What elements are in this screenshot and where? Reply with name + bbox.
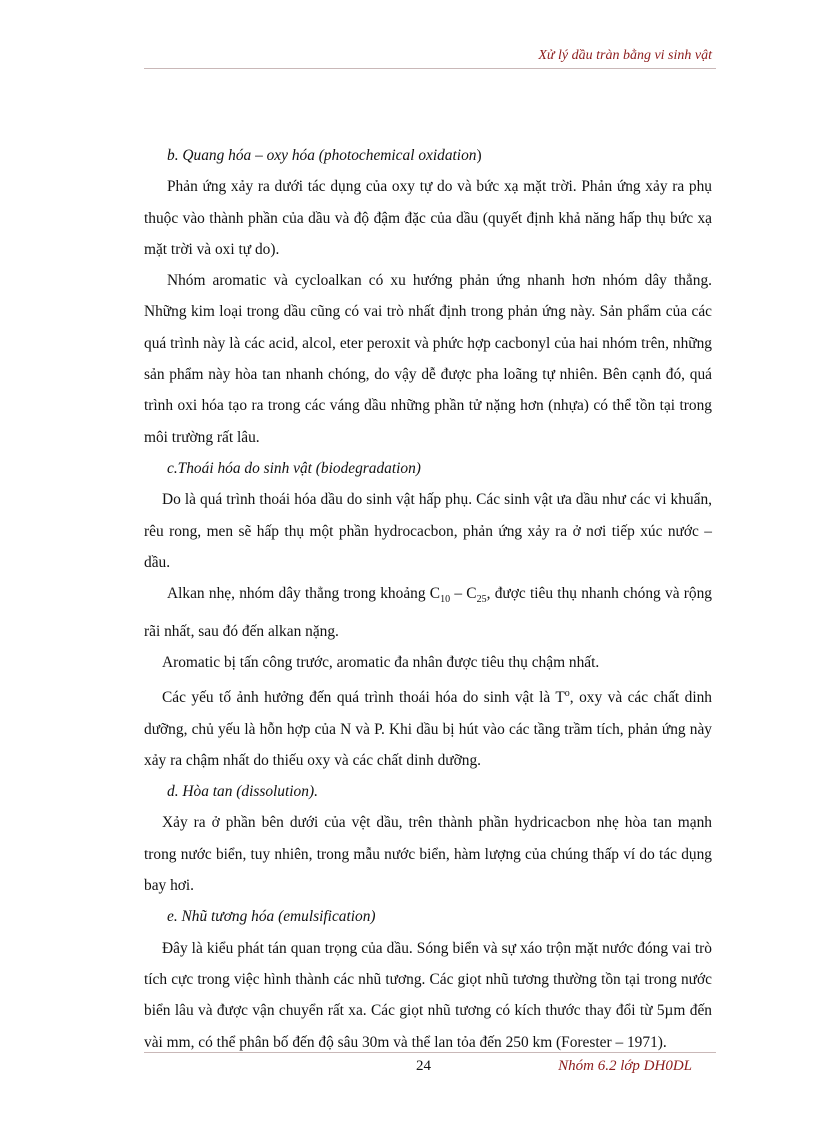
running-footer: Nhóm 6.2 lớp DH0DL [558,1058,692,1074]
section-e-heading: e. Nhũ tương hóa (emulsification) [167,908,376,926]
footer-divider [144,1052,716,1053]
section-c-paragraph-2: Alkan nhẹ, nhóm dây thẳng trong khoảng $C_{10} - C_{25}$, được tiêu thụ nhanh chóng và rộng rãi nhất, sau đó đến alkan nặng. [144,585,712,640]
section-c-paragraph-4: Các yếu tố ảnh hưởng đến quá trình thoái hóa do sinh vật là $T^o$, oxy và các chất dinh dưỡng, chủ yếu là hỗn hợp của N và P. Khi dầu bị hút vào các tầng trầm tích, phản ứng này xảy ra chậm nhất do thiếu oxy và các chất dinh dưỡng. [144,688,712,769]
section-c-heading: c.Thoái hóa do sinh vật (biodegradation) [167,459,421,477]
section-c-paragraph-1: Do là quá trình thoái hóa dầu do sinh vật hấp phụ. Các sinh vật ưa dầu như các vi khuẩn, rêu rong, men sẽ hấp thụ một phần hydrocacbon, phản ứng xảy ra ở nơi tiếp xúc nước – dầu. [144,491,712,571]
section-d-paragraph-1: Xảy ra ở phần bên dưới của vệt dầu, trên thành phần hydricacbon nhẹ hòa tan mạnh trong nước biển, tuy nhiên, trong mẫu nước biển, hàm lượng của chúng thấp ví do tác dụng bay hơi. [144,814,712,895]
section-d-heading: d. Hòa tan (dissolution). [167,783,318,801]
header-divider [144,68,716,69]
page-body [144,140,712,1058]
section-b-paragraph-1: Phản ứng xảy ra dưới tác dụng của oxy tự do và bức xạ mặt trời. Phản ứng xảy ra phụ thuộc vào thành phần của dầu và độ đậm đặc của dầu (quyết định khả năng hấp thụ bức xạ mặt trời và oxi tự do). [144,178,712,258]
section-e-paragraph-1: Đây là kiểu phát tán quan trọng của dầu. Sóng biển và sự xáo trộn mặt nước đóng vai trò tích cực trong việc hình thành các nhũ tương. Các giọt nhũ tương thường tồn tại trong nước biển lâu và được vận chuyển rất xa. Các giọt nhũ tương có kích thước thay đổi từ 5µm đến vài mm, có thể phân bố đến độ sâu 30m và thể lan tỏa đến 250 km (Forester – 1971). [144,939,712,1051]
section-c-paragraph-3: Aromatic bị tấn công trước, aromatic đa nhân được tiêu thụ chậm nhất. [162,653,600,671]
running-header: Xử lý dầu tràn bằng vi sinh vật [538,48,712,63]
section-b-paragraph-2: Nhóm aromatic và cycloalkan có xu hướng phản ứng nhanh hơn nhóm dây thẳng. Những kim loại trong dầu cũng có vai trò nhất định trong phản ứng này. Sản phẩm của các quá trình này là các acid, alcol, eter peroxit và phức hợp cacbonyl của hai nhóm trên, những sản phẩm này hòa tan nhanh chóng, do vậy dễ được pha loãng tự nhiên. Bên cạnh đó, quá trình oxi hóa tạo ra trong các váng dầu những phần tử nặng hơn (nhựa) có thể tồn tại trong môi trường rất lâu. [144,272,712,446]
section-b-heading: b. Quang hóa – oxy hóa (photochemical oxidation) [167,147,482,164]
page-number: 24 [416,1058,431,1074]
